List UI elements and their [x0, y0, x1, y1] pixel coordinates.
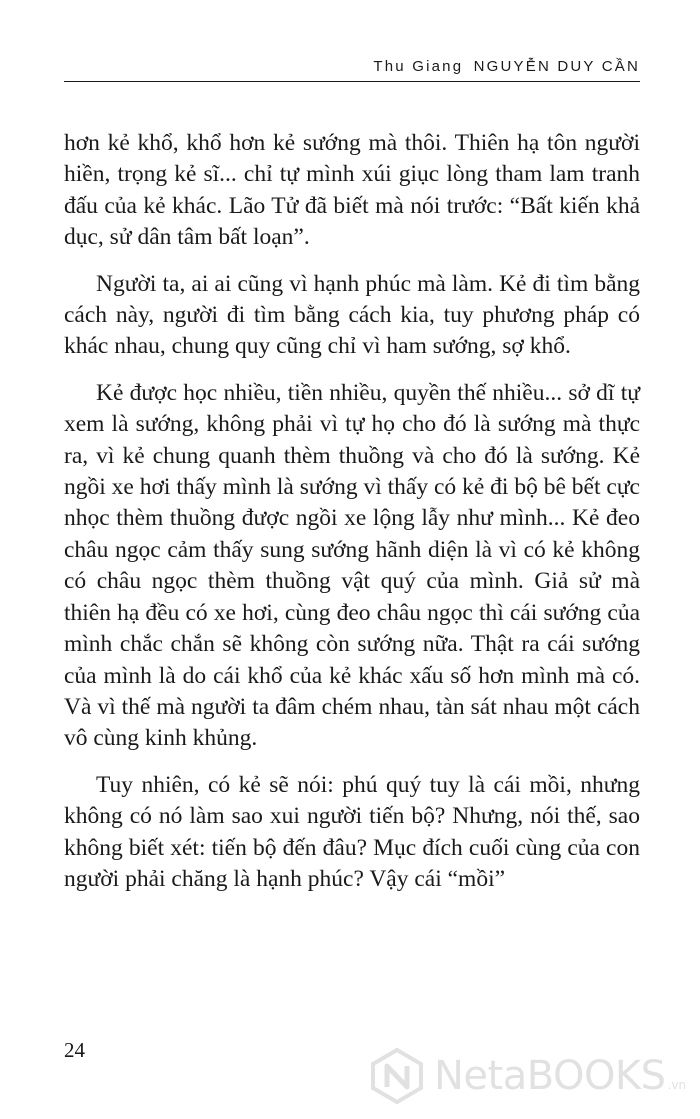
- body-text: [64, 128, 640, 910]
- watermark-tld: .vn: [667, 1078, 687, 1092]
- paragraph: Tuy nhiên, có kẻ sẽ nói: phú quý tuy là cái mồi, nhưng không có nó làm sao xui người tiến bộ? Nhưng, nói thế, sao không biết xét: tiến bộ đến đâu? Mục đích cuối cùng của con người phải chăng là hạnh phúc? Vậy cái “mồi”: [64, 771, 640, 892]
- netabooks-logo-icon: [368, 1047, 426, 1105]
- paragraph-continuation: hơn kẻ khổ, khổ hơn kẻ sướng mà thôi. Thiên hạ tôn người hiền, trọng kẻ sĩ... chỉ tự mình xúi giục lòng tham lam tranh đấu của kẻ khác. Lão Tử đã biết mà nói trước: “Bất kiến khả dục, sử dân tâm bất loạn”.: [64, 130, 640, 251]
- watermark: [368, 1046, 686, 1106]
- header-rule: [64, 81, 640, 82]
- paragraph: Kẻ được học nhiều, tiền nhiều, quyền thế nhiều... sở dĩ tự xem là sướng, không phải vì tự họ cho đó là sướng mà thực ra, vì kẻ chung quanh thèm thuồng và cho đó là sướng. Kẻ ngồi xe hơi thấy mình là sướng vì thấy có kẻ đi bộ bê bết cực nhọc thèm thuồng được ngồi xe lộng lẫy như mình... Kẻ đeo châu ngọc cảm thấy sung sướng hãnh diện là vì có kẻ không có châu ngọc thèm thuồng vật quý của mình. Giả sử mà thiên hạ đều có xe hơi, cùng đeo châu ngọc thì cái sướng của mình chắc chắn sẽ không còn sướng nữa. Thật ra cái sướng của mình là do cái khổ của kẻ khác xấu số hơn mình mà có. Và vì thế mà người ta đâm chém nhau, tàn sát nhau một cách vô cùng kinh khủng.: [64, 379, 640, 752]
- watermark-brand: NetaBOOKS: [434, 1053, 666, 1099]
- page-number: 24: [64, 1038, 85, 1062]
- running-header: [64, 58, 640, 75]
- header-pen-name: Thu Giang: [373, 58, 464, 75]
- header-author-name: NGUYỄN DUY CẦN: [473, 58, 640, 75]
- paragraph: Người ta, ai ai cũng vì hạnh phúc mà làm. Kẻ đi tìm bằng cách này, người đi tìm bằng cách kia, tuy phương pháp có khác nhau, chung quy cũng chỉ vì ham sướng, sợ khổ.: [64, 270, 640, 360]
